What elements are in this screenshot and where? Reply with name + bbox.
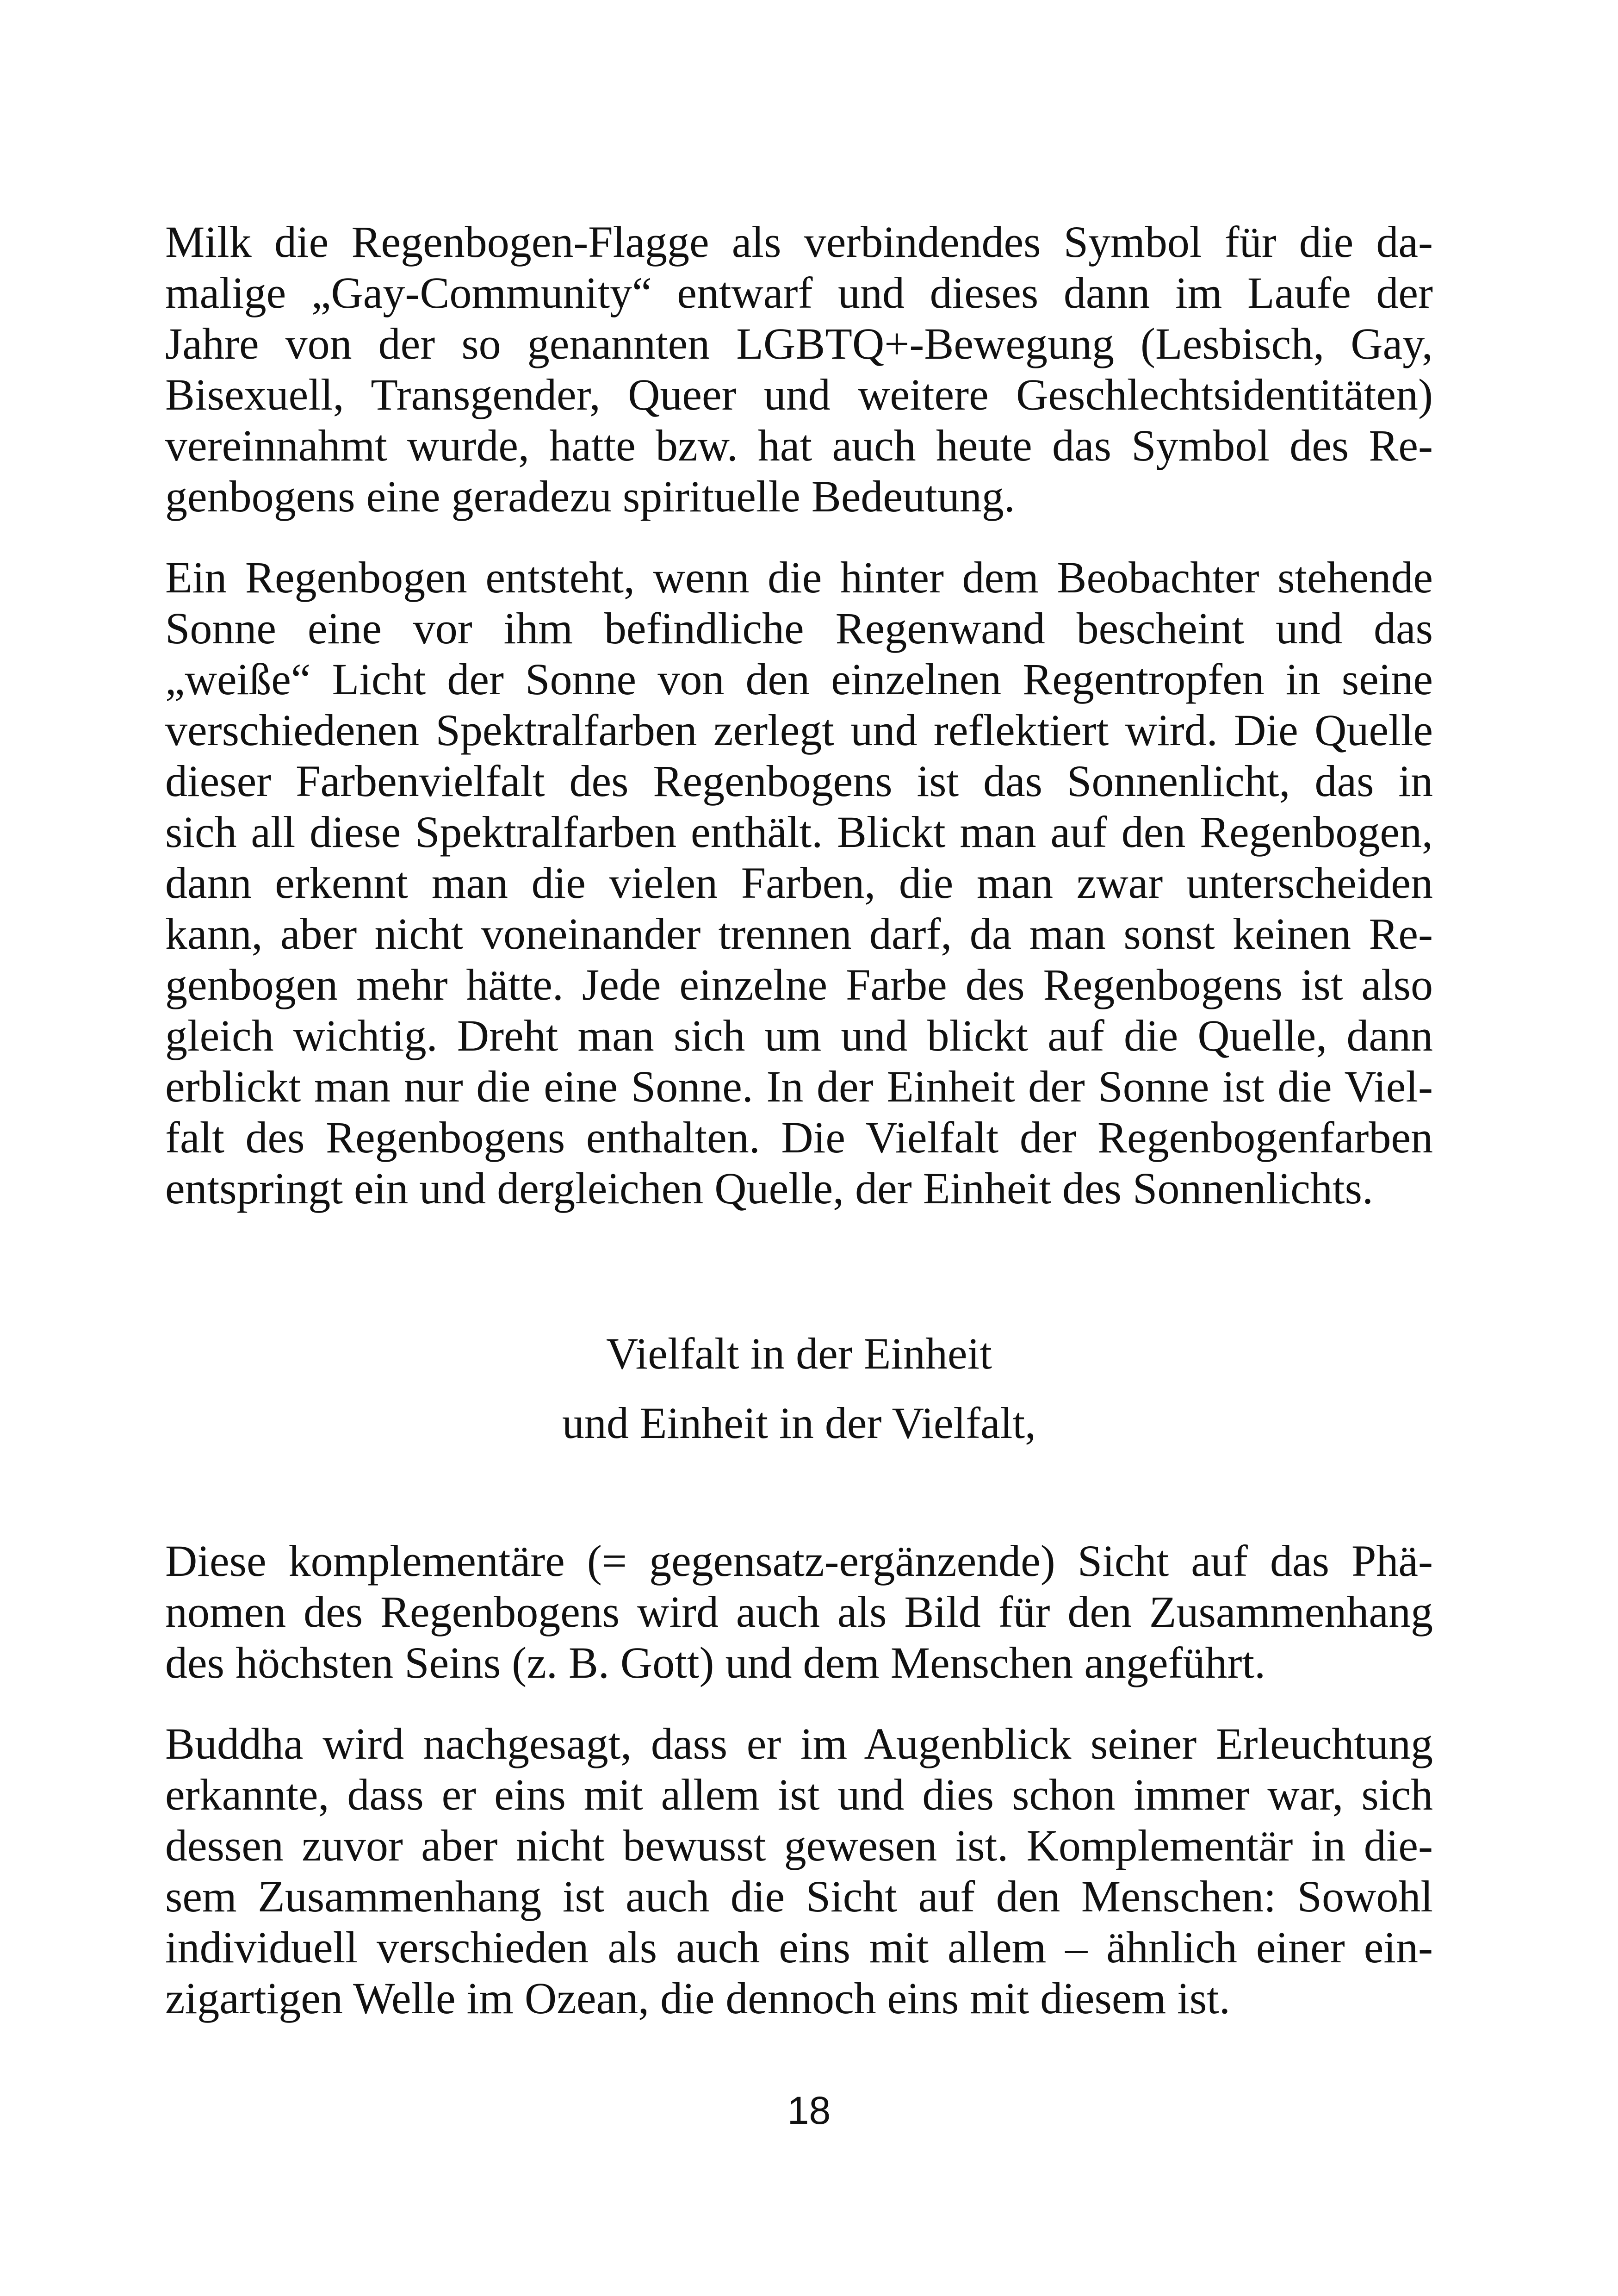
page-number: 18	[787, 2089, 831, 2132]
text-line: sem Zusammenhang ist auch die Sicht auf den Menschen: Sowohl	[165, 1872, 1433, 1921]
text-line: individuell verschieden als auch eins mit allem – ähnlich einer ein-	[165, 1923, 1433, 1972]
text-line: dessen zuvor aber nicht bewusst gewesen ist. Komplementär in die-	[165, 1821, 1433, 1870]
text-line: entspringt ein und dergleichen Quelle, der Einheit des Sonnenlichts.	[165, 1164, 1373, 1213]
centered-line: Vielfalt in der Einheit	[606, 1329, 992, 1378]
text-line: vereinnahmt wurde, hatte bzw. hat auch heute das Symbol des Re-	[165, 421, 1433, 470]
text-line: Milk die Regenbogen-Flagge als verbindendes Symbol für die da-	[165, 217, 1433, 267]
text-line: Buddha wird nachgesagt, dass er im Augenblick seiner Erleuchtung	[165, 1719, 1433, 1768]
text-line: Bisexuell, Transgender, Queer und weitere Geschlechtsidentitäten)	[165, 370, 1433, 419]
text-line: erkannte, dass er eins mit allem ist und dies schon immer war, sich	[165, 1770, 1433, 1819]
text-line: falt des Regenbogens enthalten. Die Vielfalt der Regenbogenfarben	[165, 1113, 1433, 1162]
text-line: kann, aber nicht voneinander trennen darf, da man sonst keinen Re-	[165, 909, 1433, 958]
text-line: genbogens eine geradezu spirituelle Bedeutung.	[165, 472, 1015, 521]
text-line: nomen des Regenbogens wird auch als Bild für den Zusammenhang	[165, 1587, 1433, 1636]
text-line: erblickt man nur die eine Sonne. In der Einheit der Sonne ist die Viel-	[165, 1062, 1433, 1111]
text-line: des höchsten Seins (z. B. Gott) und dem Menschen angeführt.	[165, 1638, 1266, 1687]
text-line: dieser Farbenvielfalt des Regenbogens ist das Sonnenlicht, das in	[165, 756, 1433, 806]
centered-line: und Einheit in der Vielfalt,	[562, 1398, 1036, 1448]
text-line: verschiedenen Spektralfarben zerlegt und reflektiert wird. Die Quelle	[165, 705, 1433, 755]
text-line: Jahre von der so genannten LGBTQ+-Bewegung (Lesbisch, Gay,	[165, 319, 1433, 368]
text-line: sich all diese Spektralfarben enthält. Blickt man auf den Regenbogen,	[165, 807, 1433, 857]
text-line: malige „Gay-Community“ entwarf und dieses dann im Laufe der	[165, 268, 1433, 317]
text-line: gleich wichtig. Dreht man sich um und blickt auf die Quelle, dann	[165, 1011, 1433, 1060]
text-line: „weiße“ Licht der Sonne von den einzelnen Regentropfen in seine	[165, 654, 1433, 704]
text-line: Ein Regenbogen entsteht, wenn die hinter dem Beobachter stehende	[165, 553, 1433, 602]
text-line: dann erkennt man die vielen Farben, die man zwar unterscheiden	[165, 858, 1433, 908]
text-line: Diese komplementäre (= gegensatz-ergänzende) Sicht auf das Phä-	[165, 1536, 1433, 1586]
text-line: zigartigen Welle im Ozean, die dennoch eins mit diesem ist.	[165, 1973, 1230, 2023]
text-line: genbogen mehr hätte. Jede einzelne Farbe des Regenbogens ist also	[165, 960, 1433, 1009]
text-line: Sonne eine vor ihm befindliche Regenwand bescheint und das	[165, 604, 1433, 653]
